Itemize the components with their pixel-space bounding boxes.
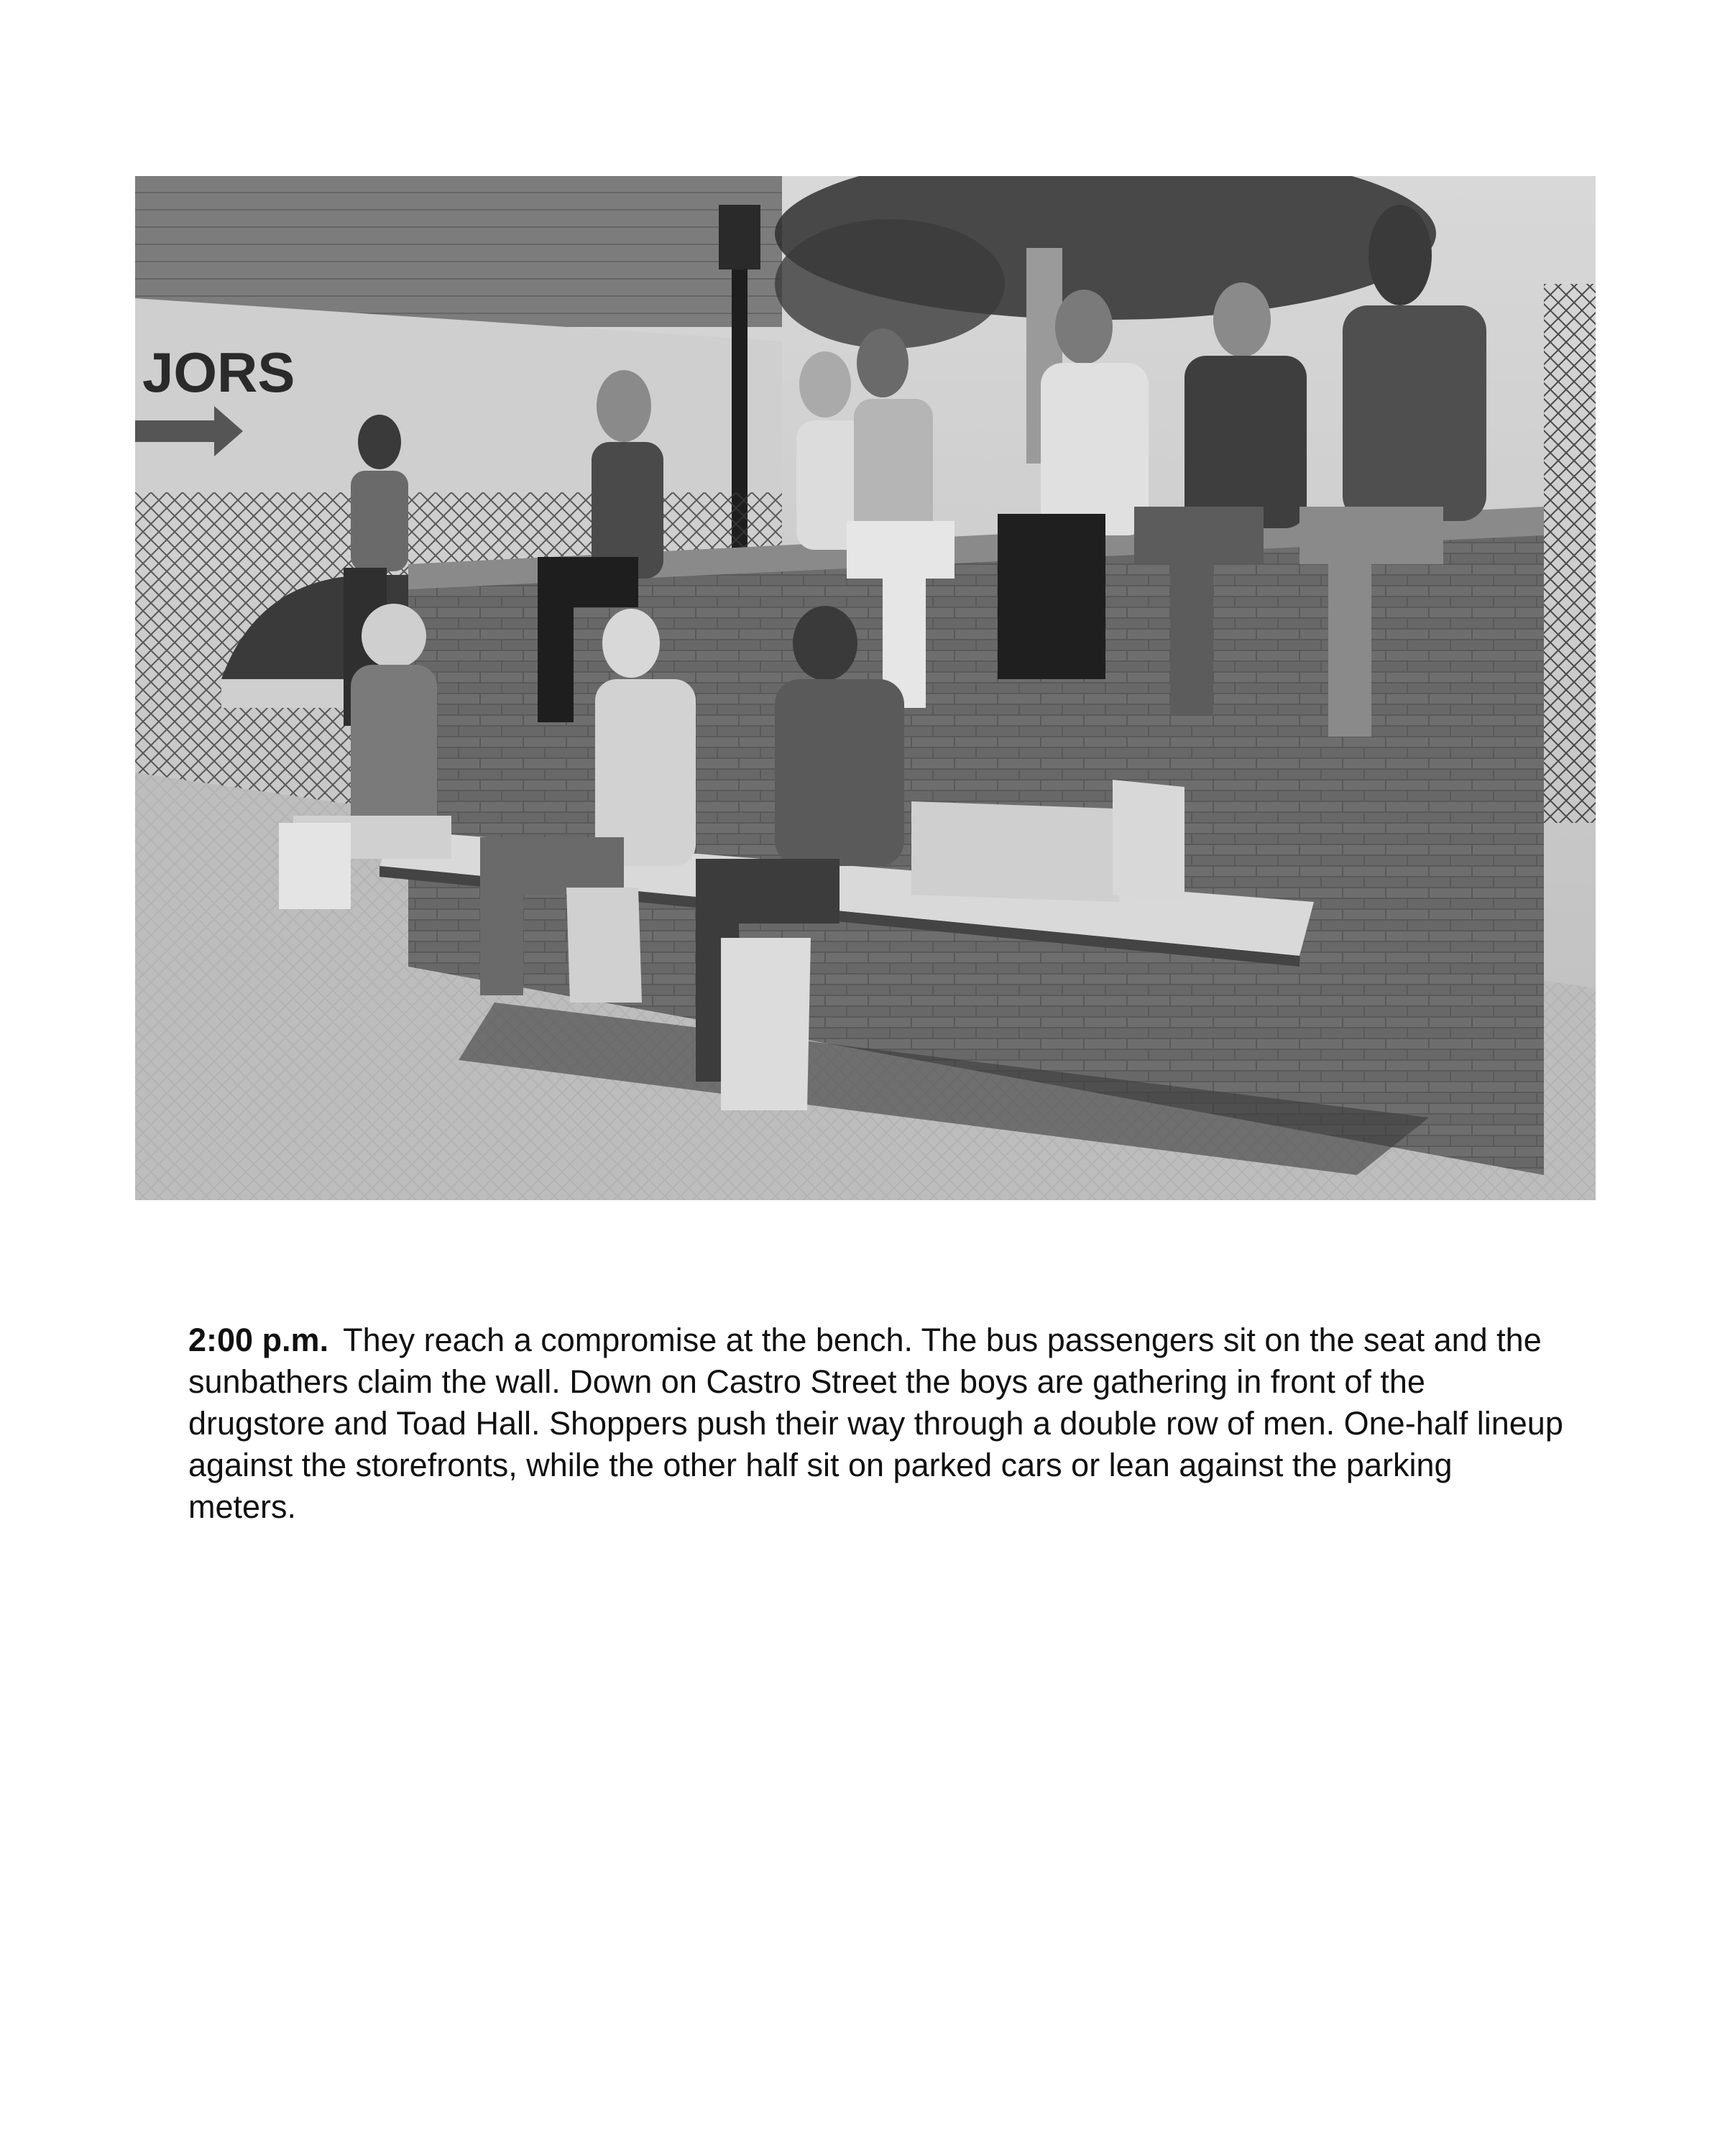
paper-bag <box>911 801 1120 902</box>
grocery-bag <box>721 938 811 1110</box>
caption-time: 2:00 p.m. <box>188 1322 329 1358</box>
photo-caption <box>188 1319 1568 1528</box>
caption-text: They reach a compromise at the bench. The bus passengers sit on the seat and the sunbathers claim the wall. Down on Castro Street the boys are gathering in front of the drugstore and Toad Hall. Shoppers push their way through a double row of men. One-half lineup against the storefronts, while the other half sit on parked cars or lean against the parking meters. <box>188 1322 1563 1525</box>
storefront-sign-text: JORS <box>142 341 295 404</box>
street-photograph <box>135 176 1596 1200</box>
building-siding <box>135 176 782 327</box>
photo-scene <box>135 176 1596 1200</box>
